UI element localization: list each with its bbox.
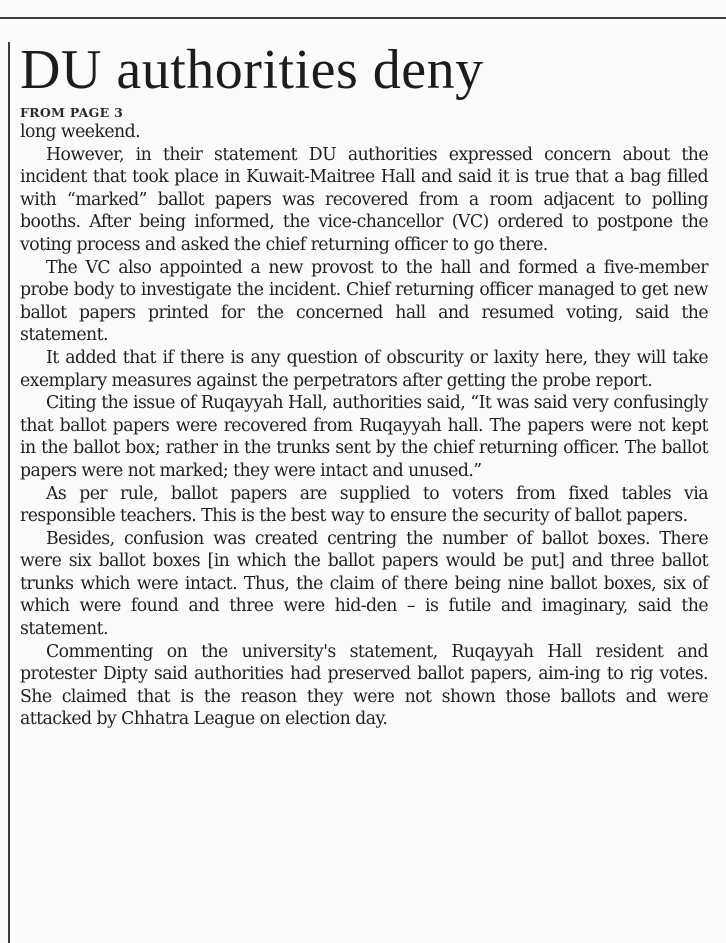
paragraph: However, in their statement DU authorities expressed concern about the incident that took place in Kuwait-Maitree Hall and said it is true that a bag filled with “marked” ballot papers was recovered from a room adjacent to polling booths. After being informed, the vice-chancellor (VC) ordered to postpone the voting process and asked the chief returning officer to go there. — [20, 144, 708, 255]
continuation-label: FROM PAGE 3 — [20, 105, 124, 120]
paragraph: The VC also appointed a new provost to the hall and formed a five-member probe body to investigate the incident. Chief returning officer managed to get new ballot papers printed for the concerned hall and resumed voting, said the statement. — [20, 257, 708, 346]
paragraph: It added that if there is any question of obscurity or laxity here, they will take exemplary measures against the perpetrators after getting the probe report. — [20, 347, 708, 391]
paragraph: long weekend. — [20, 122, 141, 142]
column-rule — [8, 42, 10, 943]
paragraph: Citing the issue of Ruqayyah Hall, authorities said, “It was said very confusingly that ballot papers were recovered from Ruqayyah hall. The papers were not kept in the ballot box; rather in the trunks sent by the chief returning officer. The ballot papers were not marked; they were intact and unused.” — [20, 393, 708, 481]
top-rule — [0, 17, 726, 19]
paragraph: Besides, confusion was created centring the number of ballot boxes. There were six ballot boxes [in which the ballot papers would be put] and three ballot trunks which were intact. Thus, the claim of there being nine ballot boxes, six of which were found and three were hid-den – is futile and imaginary, said the statement. — [20, 528, 708, 640]
paragraph: As per rule, ballot papers are supplied to voters from fixed tables via responsible teachers. This is the best way to ensure the security of ballot papers. — [20, 483, 708, 527]
headline: DU authorities deny — [20, 39, 484, 101]
paragraph: Commenting on the university's statement, Ruqayyah Hall resident and protester Dipty said authorities had preserved ballot papers, aim-ing to rig votes. She claimed that is the reason they were not shown those ballots and were attacked by Chhatra League on election day. — [20, 641, 708, 730]
news-article — [20, 38, 708, 731]
